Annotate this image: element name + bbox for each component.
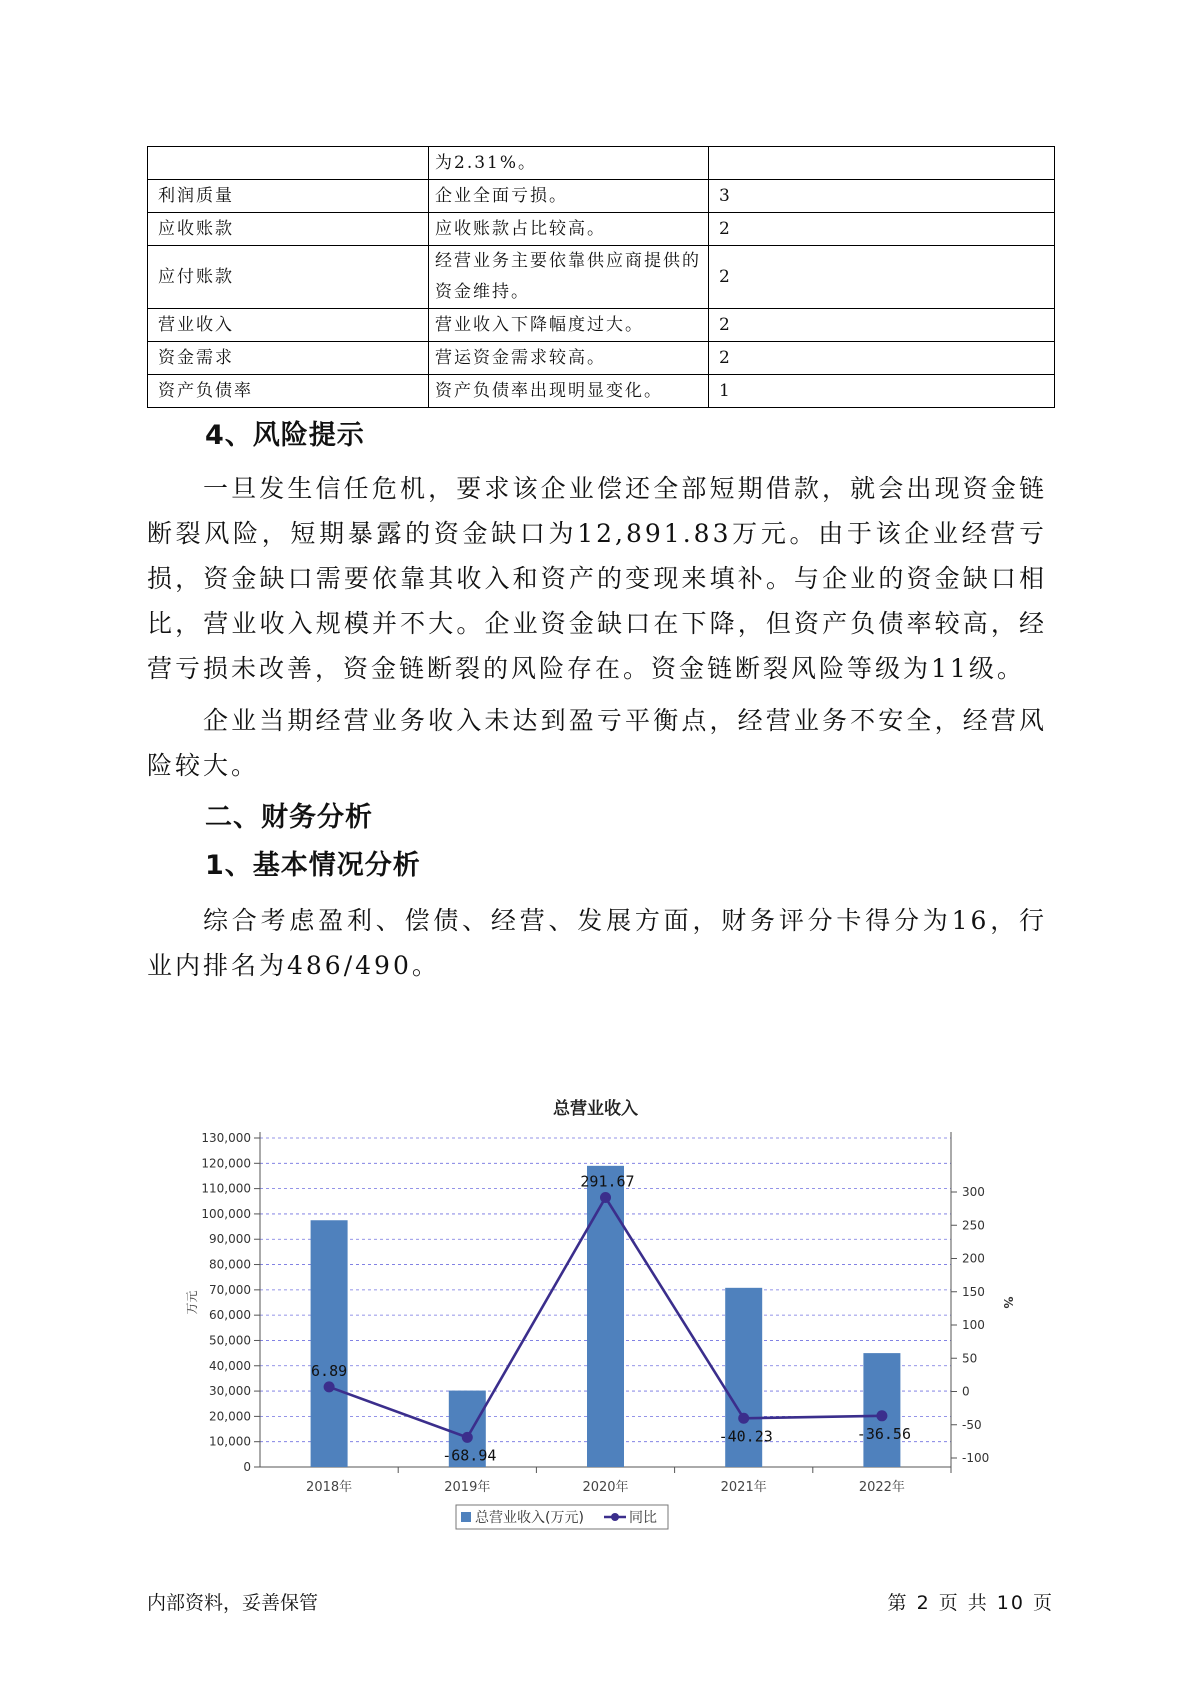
table-cell-score: [709, 147, 1055, 180]
yoy-data-label: 291.67: [580, 1172, 635, 1191]
table-row: [148, 213, 1055, 246]
y-tick-label: 30,000: [209, 1384, 251, 1399]
y-tick-label: 100,000: [201, 1206, 251, 1221]
y2-tick-label: 200: [962, 1251, 985, 1266]
footer-confidential: 内部资料，妥善保管: [147, 1592, 319, 1614]
y-tick-label: 80,000: [209, 1257, 251, 1272]
yoy-data-label: -68.94: [442, 1446, 497, 1465]
table-row: [148, 309, 1055, 342]
table-cell-item: 资金需求: [148, 342, 429, 375]
basic-analysis-paragraph: 综合考虑盈利、偿债、经营、发展方面，财务评分卡得分为16，行业内排名为486/490。: [147, 906, 1047, 980]
table-cell-score: 1: [709, 375, 1055, 408]
table-cell-score: 2: [709, 246, 1055, 309]
table-cell-description: 营业收入下降幅度过大。: [429, 309, 709, 342]
table-row: [148, 147, 1055, 180]
y-tick-label: 70,000: [209, 1282, 251, 1297]
table-cell-description: 经营业务主要依靠供应商提供的资金维持。: [429, 246, 709, 309]
y-tick-label: 120,000: [201, 1156, 251, 1171]
revenue-chart: [178, 1090, 1015, 1550]
x-tick-label: 2018年: [306, 1480, 353, 1495]
table-cell-item: 利润质量: [148, 180, 429, 213]
table-cell-item: 资产负债率: [148, 375, 429, 408]
yoy-point: [738, 1413, 749, 1424]
legend-bar-label: 总营业收入(万元): [475, 1510, 584, 1526]
y-tick-label: 130,000: [201, 1131, 251, 1145]
bar: [311, 1220, 348, 1467]
table-row: [148, 375, 1055, 408]
table-cell-description: 应收账款占比较高。: [429, 213, 709, 246]
y-tick-label: 10,000: [209, 1434, 251, 1449]
risk-paragraph-2: 企业当期经营业务收入未达到盈亏平衡点，经营业务不安全，经营风险较大。: [147, 706, 1047, 780]
chart-title: 总营业收入: [553, 1099, 638, 1119]
risk-heading: 4、风险提示: [205, 420, 365, 451]
y-tick-label: 40,000: [209, 1358, 251, 1373]
yoy-data-label: -40.23: [718, 1427, 773, 1446]
table-cell-item: [148, 147, 429, 180]
revenue-chart-svg: [178, 1090, 1015, 1550]
bar: [587, 1166, 624, 1467]
basic-analysis-heading: 1、基本情况分析: [205, 850, 421, 881]
table-row: [148, 342, 1055, 375]
x-tick-label: 2020年: [582, 1480, 629, 1495]
table-cell-item: 应付账款: [148, 246, 429, 309]
x-tick-label: 2021年: [720, 1480, 767, 1495]
y2-tick-label: -100: [962, 1451, 990, 1465]
yoy-point: [324, 1381, 335, 1392]
y-tick-label: 20,000: [209, 1409, 251, 1424]
table-cell-score: 2: [709, 342, 1055, 375]
y2-tick-label: 0: [962, 1384, 970, 1399]
yoy-point: [600, 1192, 611, 1203]
table-row: [148, 180, 1055, 213]
yoy-data-label: 6.89: [311, 1361, 348, 1380]
table-cell-description: 企业全面亏损。: [429, 180, 709, 213]
table-cell-score: 2: [709, 309, 1055, 342]
yoy-data-label: -36.56: [856, 1424, 911, 1443]
finance-heading: 二、财务分析: [205, 802, 373, 833]
y2-tick-label: 300: [962, 1185, 985, 1199]
table-row: [148, 246, 1055, 309]
legend-line-marker: [611, 1513, 619, 1521]
bar: [863, 1353, 900, 1467]
legend-bar-swatch: [461, 1512, 471, 1522]
y-tick-label: 110,000: [201, 1181, 251, 1196]
y-tick-label: 60,000: [209, 1308, 251, 1323]
y-tick-label: 50,000: [209, 1333, 251, 1348]
x-tick-label: 2022年: [858, 1480, 905, 1495]
footer-page-number: 第 2 页 共 10 页: [887, 1592, 1054, 1614]
x-tick-label: 2019年: [444, 1480, 491, 1495]
table-cell-item: 应收账款: [148, 213, 429, 246]
y2-tick-label: 50: [962, 1351, 978, 1366]
yoy-point: [462, 1432, 473, 1443]
table-cell-item: 营业收入: [148, 309, 429, 342]
y-tick-label: 0: [243, 1460, 251, 1474]
y2-axis-label: %: [1001, 1296, 1015, 1309]
y2-tick-label: 250: [962, 1218, 985, 1233]
table-cell-description: 资产负债率出现明显变化。: [429, 375, 709, 408]
y-tick-label: 90,000: [209, 1232, 251, 1247]
y-axis-label: 万元: [185, 1290, 199, 1315]
legend-line-label: 同比: [629, 1510, 657, 1526]
risk-score-table: [147, 146, 1055, 408]
yoy-point: [876, 1410, 887, 1421]
table-cell-description: 为2.31%。: [429, 147, 709, 180]
y2-tick-label: 150: [962, 1284, 985, 1299]
y2-tick-label: -50: [962, 1417, 982, 1432]
y2-tick-label: 100: [962, 1318, 985, 1332]
risk-paragraph-1: 一旦发生信任危机，要求该企业偿还全部短期借款，就会出现资金链断裂风险，短期暴露的资金缺口为12,891.83万元。由于该企业经营亏损，资金缺口需要依靠其收入和资产的变现来填补。与企业的资金缺口相比，营业收入规模并不大。企业资金缺口在下降，但资产负债率较高，经营亏损未改善，资金链断裂的风险存在。资金链断裂风险等级为11级。: [147, 474, 1047, 683]
table-cell-description: 营运资金需求较高。: [429, 342, 709, 375]
table-cell-score: 2: [709, 213, 1055, 246]
table-cell-score: 3: [709, 180, 1055, 213]
